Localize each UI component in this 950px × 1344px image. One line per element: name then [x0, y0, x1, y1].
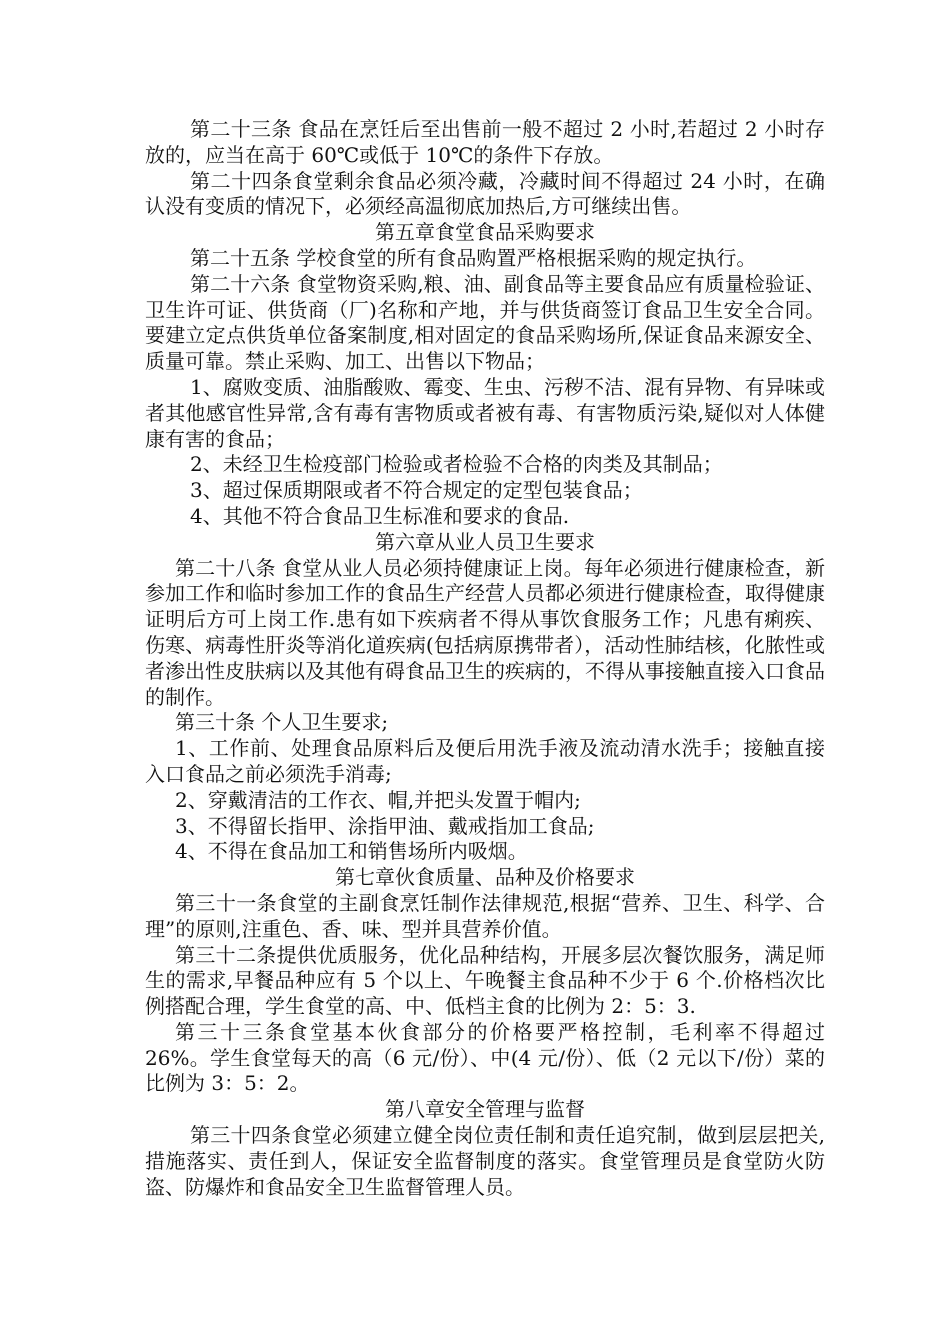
chapter-heading: 第八章安全管理与监督: [385, 1097, 585, 1122]
body-paragraph: 1、工作前、处理食品原料后及便后用洗手液及流动清水洗手；接触直接入口食品之前必须洗手消毒;: [145, 736, 825, 786]
body-paragraph: 第三十条 个人卫生要求;: [175, 710, 389, 735]
body-paragraph: 3、超过保质期限或者不符合规定的定型包装食品；: [190, 478, 643, 503]
body-paragraph: 4、不得在食品加工和销售场所内吸烟。: [175, 839, 528, 864]
body-paragraph: 2、穿戴清洁的工作衣、帽,并把头发置于帽内;: [175, 787, 581, 812]
body-paragraph: 第二十五条 学校食堂的所有食品购置严格根据采购的规定执行。: [190, 245, 757, 270]
body-paragraph: 第三十二条提供优质服务，优化品种结构，开展多层次餐饮服务，满足师生的需求,早餐品种应有 5 个以上、午晚餐主食品种不少于 6 个.价格档次比例搭配合理，学生食堂的高、中、低档主食的比例为 2：5：3.: [145, 942, 825, 1019]
body-paragraph: 第二十三条 食品在烹饪后至出售前一般不超过 2 小时,若超过 2 小时存放的，应当在高于 60℃或低于 10℃的条件下存放。: [145, 117, 825, 167]
body-paragraph: 2、未经卫生检疫部门检验或者检验不合格的肉类及其制品；: [190, 452, 723, 477]
body-paragraph: 3、不得留长指甲、涂指甲油、戴戒指加工食品;: [175, 813, 595, 838]
body-paragraph: 1、腐败变质、油脂酸败、霉变、生虫、污秽不洁、混有异物、有异味或者其他感官性异常,含有毒有害物质或者被有毒、有害物质污染,疑似对人体健康有害的食品；: [145, 374, 825, 451]
body-paragraph: 第二十四条食堂剩余食品必须冷藏，冷藏时间不得超过 24 小时，在确认没有变质的情况下，必须经高温彻底加热后,方可继续出售。: [145, 168, 825, 219]
chapter-heading: 第六章从业人员卫生要求: [375, 529, 595, 554]
chapter-heading: 第五章食堂食品采购要求: [375, 220, 595, 245]
body-paragraph: 第三十三条食堂基本伙食部分的价格要严格控制，毛利率不得超过 26%。学生食堂每天的高（6 元/份）、中(4 元/份）、低（2 元以下/份）菜的比例为 3：5：2。: [145, 1019, 825, 1096]
chapter-heading: 第七章伙食质量、品种及价格要求: [335, 865, 635, 890]
body-paragraph: 第二十六条 食堂物资采购,粮、油、副食品等主要食品应有质量检验证、卫生许可证、供货商（厂)名称和产地，并与供货商签订食品卫生安全合同。要建立定点供货单位备案制度,相对固定的食品采购场所,保证食品来源安全、质量可靠。禁止采购、加工、出售以下物品；: [145, 271, 825, 374]
body-paragraph: 第三十四条食堂必须建立健全岗位责任制和责任追究制，做到层层把关,措施落实、责任到人，保证安全监督制度的落实。食堂管理员是食堂防火防盗、防爆炸和食品安全卫生监督管理人员。: [145, 1123, 825, 1199]
body-paragraph: 4、其他不符合食品卫生标准和要求的食品.: [190, 503, 570, 528]
body-paragraph: 第二十八条 食堂从业人员必须持健康证上岗。每年必须进行健康检查，新参加工作和临时参加工作的食品生产经营人员都必须进行健康检查，取得健康证明后方可上岗工作.患有如下疾病者不得从事饮食服务工作；凡患有痢疾、伤寒、病毒性肝炎等消化道疾病(包括病原携带者），活动性肺结核，化脓性或者渗出性皮肤病以及其他有碍食品卫生的疾病的，不得从事接触直接入口食品的制作。: [145, 555, 825, 709]
body-paragraph: 第三十一条食堂的主副食烹饪制作法律规范,根据“营养、卫生、科学、合理”的原则,注重色、香、味、型并具营养价值。: [145, 890, 825, 941]
document-page: [145, 117, 825, 1200]
